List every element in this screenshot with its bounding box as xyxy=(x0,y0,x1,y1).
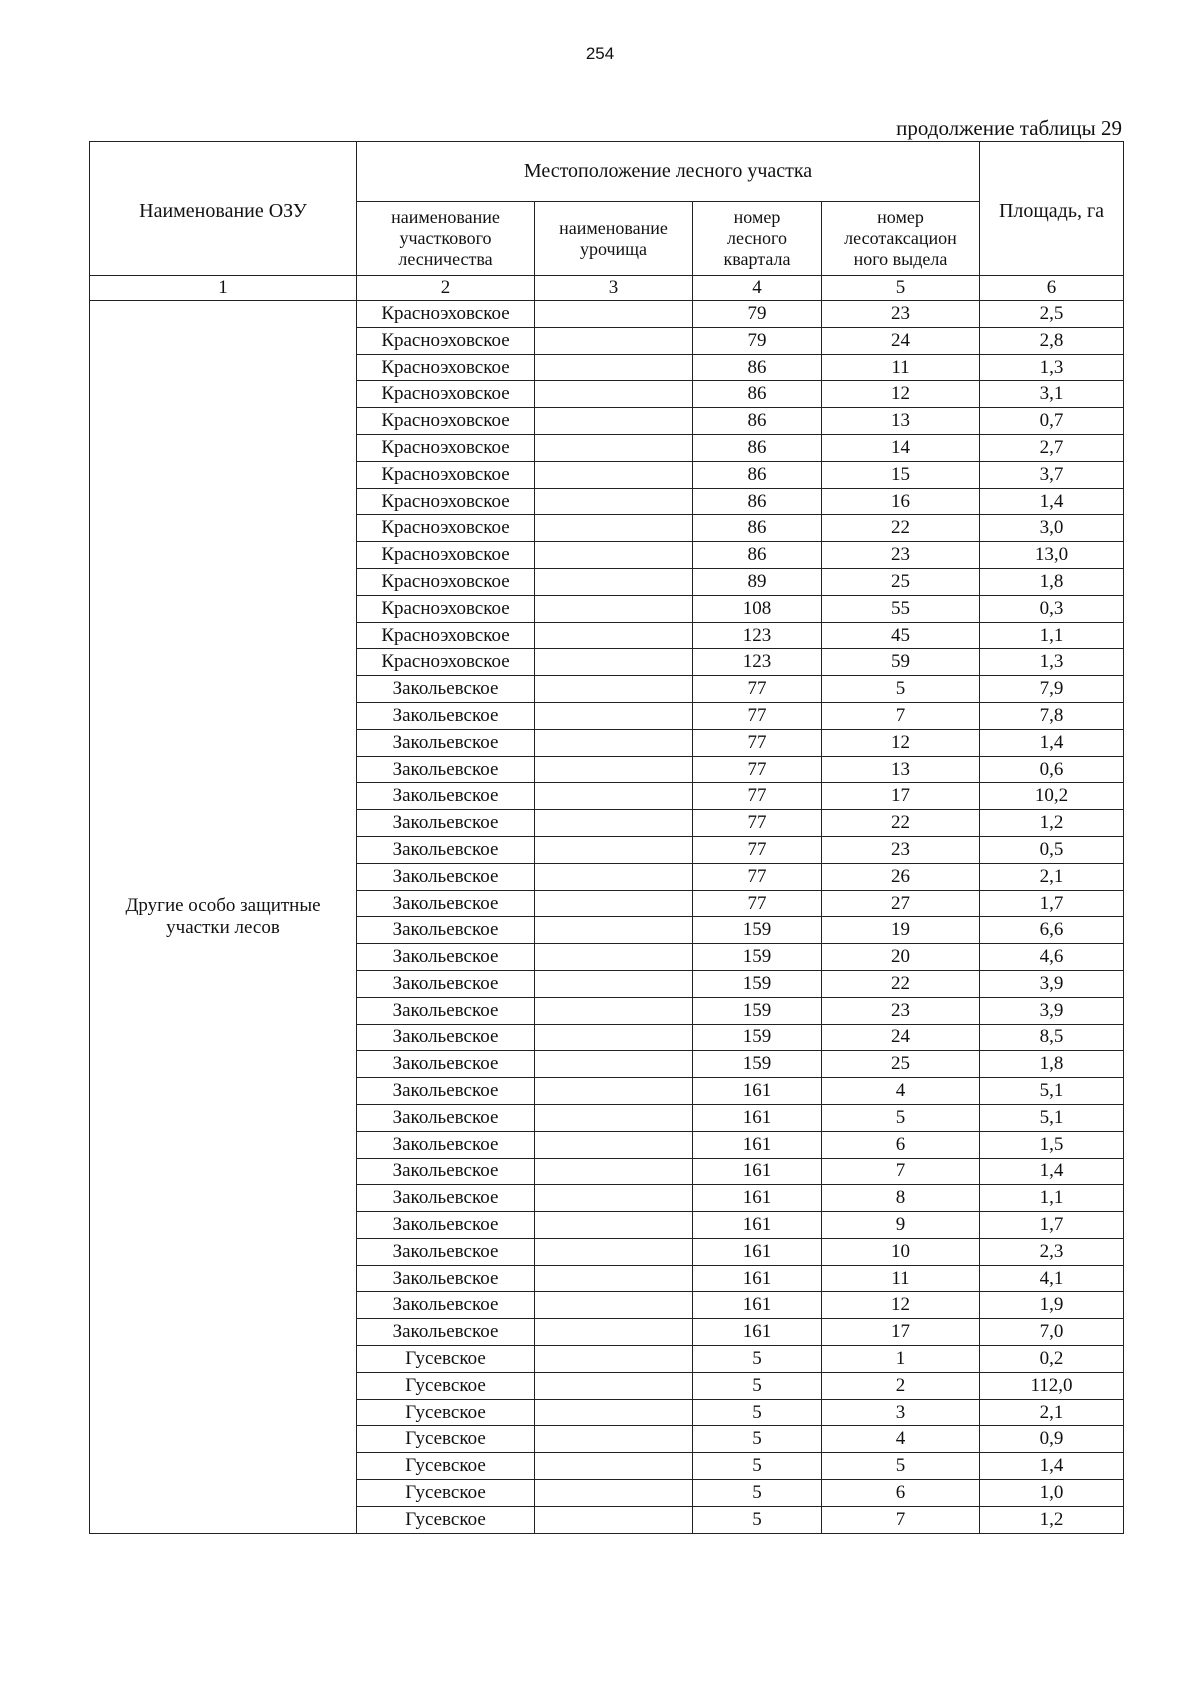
plot-cell: 24 xyxy=(822,327,980,354)
tract-cell xyxy=(535,970,693,997)
quarter-cell: 159 xyxy=(693,944,822,971)
forestry-cell: Закольевское xyxy=(357,970,535,997)
forestry-cell: Закольевское xyxy=(357,1024,535,1051)
header-ozu-name: Наименование ОЗУ xyxy=(90,142,357,276)
column-number: 6 xyxy=(980,276,1124,301)
quarter-cell: 123 xyxy=(693,649,822,676)
plot-cell: 9 xyxy=(822,1212,980,1239)
plot-cell: 7 xyxy=(822,1506,980,1533)
plot-cell: 1 xyxy=(822,1346,980,1373)
tract-cell xyxy=(535,408,693,435)
quarter-cell: 86 xyxy=(693,488,822,515)
plot-cell: 5 xyxy=(822,1104,980,1131)
quarter-cell: 79 xyxy=(693,327,822,354)
quarter-cell: 5 xyxy=(693,1399,822,1426)
plot-cell: 3 xyxy=(822,1399,980,1426)
area-cell: 1,3 xyxy=(980,649,1124,676)
quarter-cell: 5 xyxy=(693,1453,822,1480)
header-location: Местоположение лесного участка xyxy=(357,142,980,202)
forestry-cell: Закольевское xyxy=(357,1078,535,1105)
quarter-cell: 86 xyxy=(693,408,822,435)
area-cell: 3,0 xyxy=(980,515,1124,542)
column-number: 1 xyxy=(90,276,357,301)
forestry-cell: Закольевское xyxy=(357,702,535,729)
area-cell: 1,7 xyxy=(980,890,1124,917)
plot-cell: 26 xyxy=(822,863,980,890)
header-quarter xyxy=(693,202,822,276)
plot-cell: 10 xyxy=(822,1238,980,1265)
tract-cell xyxy=(535,649,693,676)
tract-cell xyxy=(535,1212,693,1239)
plot-cell: 5 xyxy=(822,1453,980,1480)
plot-cell: 12 xyxy=(822,729,980,756)
quarter-cell: 161 xyxy=(693,1212,822,1239)
quarter-cell: 5 xyxy=(693,1506,822,1533)
quarter-cell: 159 xyxy=(693,970,822,997)
table-continuation-label: продолжение таблицы 29 xyxy=(896,116,1122,140)
area-cell: 10,2 xyxy=(980,783,1124,810)
quarter-cell: 5 xyxy=(693,1426,822,1453)
tract-cell xyxy=(535,488,693,515)
forest-plots-table xyxy=(89,141,1124,1534)
table-row xyxy=(90,301,1124,328)
tract-cell xyxy=(535,1185,693,1212)
tract-cell xyxy=(535,1372,693,1399)
forestry-cell: Закольевское xyxy=(357,1185,535,1212)
forestry-cell: Красноэховское xyxy=(357,381,535,408)
quarter-cell: 77 xyxy=(693,890,822,917)
quarter-cell: 161 xyxy=(693,1185,822,1212)
forestry-cell: Закольевское xyxy=(357,944,535,971)
plot-cell: 20 xyxy=(822,944,980,971)
forestry-cell: Закольевское xyxy=(357,1051,535,1078)
quarter-cell: 161 xyxy=(693,1265,822,1292)
tract-cell xyxy=(535,944,693,971)
area-cell: 1,4 xyxy=(980,729,1124,756)
quarter-cell: 108 xyxy=(693,595,822,622)
plot-cell: 22 xyxy=(822,810,980,837)
plot-cell: 15 xyxy=(822,461,980,488)
header-quarter-line3: квартала xyxy=(723,248,791,269)
header-plot-line3: ного выдела xyxy=(853,248,948,269)
plot-cell: 23 xyxy=(822,836,980,863)
quarter-cell: 77 xyxy=(693,756,822,783)
forestry-cell: Гусевское xyxy=(357,1346,535,1373)
tract-cell xyxy=(535,810,693,837)
area-cell: 1,1 xyxy=(980,622,1124,649)
quarter-cell: 86 xyxy=(693,381,822,408)
forestry-cell: Закольевское xyxy=(357,1238,535,1265)
forestry-cell: Закольевское xyxy=(357,1104,535,1131)
forestry-cell: Закольевское xyxy=(357,783,535,810)
tract-cell xyxy=(535,595,693,622)
tract-cell xyxy=(535,1051,693,1078)
tract-cell xyxy=(535,1238,693,1265)
forestry-cell: Закольевское xyxy=(357,863,535,890)
quarter-cell: 77 xyxy=(693,810,822,837)
plot-cell: 19 xyxy=(822,917,980,944)
forestry-cell: Гусевское xyxy=(357,1372,535,1399)
area-cell: 4,1 xyxy=(980,1265,1124,1292)
area-cell: 3,7 xyxy=(980,461,1124,488)
quarter-cell: 159 xyxy=(693,1024,822,1051)
area-cell: 3,9 xyxy=(980,997,1124,1024)
plot-cell: 7 xyxy=(822,1158,980,1185)
header-forestry-line1: наименование xyxy=(391,207,500,228)
page-number: 254 xyxy=(585,44,615,63)
ozu-category-line2: участки лесов xyxy=(166,916,280,938)
header-plot xyxy=(822,202,980,276)
quarter-cell: 161 xyxy=(693,1292,822,1319)
area-cell: 1,8 xyxy=(980,1051,1124,1078)
forestry-cell: Красноэховское xyxy=(357,568,535,595)
quarter-cell: 5 xyxy=(693,1480,822,1507)
plot-cell: 8 xyxy=(822,1185,980,1212)
plot-cell: 16 xyxy=(822,488,980,515)
forestry-cell: Закольевское xyxy=(357,890,535,917)
table-body xyxy=(90,301,1124,1534)
quarter-cell: 89 xyxy=(693,568,822,595)
forestry-cell: Красноэховское xyxy=(357,354,535,381)
header-plot-line1: номер xyxy=(877,207,924,228)
plot-cell: 22 xyxy=(822,970,980,997)
forestry-cell: Закольевское xyxy=(357,917,535,944)
area-cell: 2,7 xyxy=(980,434,1124,461)
header-area: Площадь, га xyxy=(980,142,1124,276)
forestry-cell: Закольевское xyxy=(357,1319,535,1346)
quarter-cell: 77 xyxy=(693,836,822,863)
tract-cell xyxy=(535,1319,693,1346)
tract-cell xyxy=(535,783,693,810)
forestry-cell: Закольевское xyxy=(357,676,535,703)
forestry-cell: Красноэховское xyxy=(357,301,535,328)
forestry-cell: Закольевское xyxy=(357,1158,535,1185)
area-cell: 2,1 xyxy=(980,863,1124,890)
forestry-cell: Закольевское xyxy=(357,1265,535,1292)
area-cell: 1,7 xyxy=(980,1212,1124,1239)
quarter-cell: 77 xyxy=(693,676,822,703)
plot-cell: 17 xyxy=(822,783,980,810)
plot-cell: 6 xyxy=(822,1480,980,1507)
quarter-cell: 159 xyxy=(693,997,822,1024)
area-cell: 1,9 xyxy=(980,1292,1124,1319)
area-cell: 1,1 xyxy=(980,1185,1124,1212)
forestry-cell: Гусевское xyxy=(357,1426,535,1453)
tract-cell xyxy=(535,756,693,783)
forestry-cell: Гусевское xyxy=(357,1480,535,1507)
forestry-cell: Красноэховское xyxy=(357,434,535,461)
header-quarter-line2: лесного xyxy=(727,228,787,249)
tract-cell xyxy=(535,515,693,542)
plot-cell: 59 xyxy=(822,649,980,676)
column-number: 3 xyxy=(535,276,693,301)
plot-cell: 12 xyxy=(822,1292,980,1319)
area-cell: 112,0 xyxy=(980,1372,1124,1399)
quarter-cell: 161 xyxy=(693,1078,822,1105)
tract-cell xyxy=(535,1292,693,1319)
forestry-cell: Закольевское xyxy=(357,810,535,837)
plot-cell: 17 xyxy=(822,1319,980,1346)
area-cell: 1,4 xyxy=(980,488,1124,515)
plot-cell: 4 xyxy=(822,1078,980,1105)
tract-cell xyxy=(535,1104,693,1131)
quarter-cell: 86 xyxy=(693,354,822,381)
tract-cell xyxy=(535,917,693,944)
tract-cell xyxy=(535,381,693,408)
area-cell: 1,2 xyxy=(980,1506,1124,1533)
forestry-cell: Красноэховское xyxy=(357,622,535,649)
quarter-cell: 77 xyxy=(693,702,822,729)
area-cell: 1,4 xyxy=(980,1158,1124,1185)
area-cell: 1,3 xyxy=(980,354,1124,381)
quarter-cell: 161 xyxy=(693,1238,822,1265)
quarter-cell: 5 xyxy=(693,1346,822,1373)
column-number: 5 xyxy=(822,276,980,301)
area-cell: 8,5 xyxy=(980,1024,1124,1051)
plot-cell: 12 xyxy=(822,381,980,408)
tract-cell xyxy=(535,1346,693,1373)
tract-cell xyxy=(535,1480,693,1507)
header-tract-line1: наименование xyxy=(559,217,668,238)
area-cell: 7,8 xyxy=(980,702,1124,729)
plot-cell: 7 xyxy=(822,702,980,729)
quarter-cell: 86 xyxy=(693,434,822,461)
plot-cell: 55 xyxy=(822,595,980,622)
tract-cell xyxy=(535,1131,693,1158)
quarter-cell: 77 xyxy=(693,863,822,890)
forestry-cell: Закольевское xyxy=(357,1212,535,1239)
plot-cell: 25 xyxy=(822,1051,980,1078)
area-cell: 0,9 xyxy=(980,1426,1124,1453)
area-cell: 3,9 xyxy=(980,970,1124,997)
tract-cell xyxy=(535,729,693,756)
quarter-cell: 159 xyxy=(693,917,822,944)
forestry-cell: Закольевское xyxy=(357,836,535,863)
tract-cell xyxy=(535,1506,693,1533)
tract-cell xyxy=(535,301,693,328)
area-cell: 5,1 xyxy=(980,1078,1124,1105)
quarter-cell: 123 xyxy=(693,622,822,649)
header-forestry-line3: лесничества xyxy=(398,248,493,269)
tract-cell xyxy=(535,1158,693,1185)
plot-cell: 27 xyxy=(822,890,980,917)
plot-cell: 13 xyxy=(822,408,980,435)
tract-cell xyxy=(535,890,693,917)
ozu-category-cell xyxy=(90,301,357,1534)
area-cell: 2,1 xyxy=(980,1399,1124,1426)
area-cell: 2,8 xyxy=(980,327,1124,354)
plot-cell: 5 xyxy=(822,676,980,703)
area-cell: 5,1 xyxy=(980,1104,1124,1131)
tract-cell xyxy=(535,863,693,890)
forestry-cell: Закольевское xyxy=(357,729,535,756)
plot-cell: 23 xyxy=(822,542,980,569)
tract-cell xyxy=(535,676,693,703)
plot-cell: 14 xyxy=(822,434,980,461)
tract-cell xyxy=(535,327,693,354)
tract-cell xyxy=(535,997,693,1024)
area-cell: 3,1 xyxy=(980,381,1124,408)
forestry-cell: Красноэховское xyxy=(357,461,535,488)
area-cell: 2,5 xyxy=(980,301,1124,328)
area-cell: 2,3 xyxy=(980,1238,1124,1265)
forestry-cell: Гусевское xyxy=(357,1506,535,1533)
header-tract xyxy=(535,202,693,276)
quarter-cell: 86 xyxy=(693,515,822,542)
forestry-cell: Красноэховское xyxy=(357,327,535,354)
forestry-cell: Красноэховское xyxy=(357,649,535,676)
tract-cell xyxy=(535,354,693,381)
column-number-row xyxy=(90,276,1124,301)
header-plot-line2: лесотаксацион xyxy=(844,228,957,249)
area-cell: 0,2 xyxy=(980,1346,1124,1373)
tract-cell xyxy=(535,836,693,863)
plot-cell: 11 xyxy=(822,1265,980,1292)
tract-cell xyxy=(535,568,693,595)
plot-cell: 2 xyxy=(822,1372,980,1399)
quarter-cell: 86 xyxy=(693,542,822,569)
tract-cell xyxy=(535,1453,693,1480)
area-cell: 6,6 xyxy=(980,917,1124,944)
tract-cell xyxy=(535,622,693,649)
column-number: 2 xyxy=(357,276,535,301)
header-forestry-line2: участкового xyxy=(399,228,492,249)
quarter-cell: 5 xyxy=(693,1372,822,1399)
tract-cell xyxy=(535,1265,693,1292)
quarter-cell: 161 xyxy=(693,1104,822,1131)
forestry-cell: Гусевское xyxy=(357,1453,535,1480)
plot-cell: 45 xyxy=(822,622,980,649)
area-cell: 7,0 xyxy=(980,1319,1124,1346)
plot-cell: 22 xyxy=(822,515,980,542)
area-cell: 7,9 xyxy=(980,676,1124,703)
area-cell: 1,4 xyxy=(980,1453,1124,1480)
tract-cell xyxy=(535,1426,693,1453)
area-cell: 1,8 xyxy=(980,568,1124,595)
tract-cell xyxy=(535,1024,693,1051)
forestry-cell: Красноэховское xyxy=(357,515,535,542)
area-cell: 0,3 xyxy=(980,595,1124,622)
plot-cell: 4 xyxy=(822,1426,980,1453)
header-quarter-line1: номер xyxy=(733,207,781,228)
area-cell: 4,6 xyxy=(980,944,1124,971)
quarter-cell: 161 xyxy=(693,1131,822,1158)
forestry-cell: Закольевское xyxy=(357,997,535,1024)
ozu-category-line1: Другие особо защитные xyxy=(125,894,321,916)
plot-cell: 11 xyxy=(822,354,980,381)
tract-cell xyxy=(535,1399,693,1426)
tract-cell xyxy=(535,542,693,569)
forestry-cell: Закольевское xyxy=(357,1292,535,1319)
tract-cell xyxy=(535,461,693,488)
area-cell: 1,0 xyxy=(980,1480,1124,1507)
tract-cell xyxy=(535,434,693,461)
forestry-cell: Красноэховское xyxy=(357,408,535,435)
quarter-cell: 161 xyxy=(693,1319,822,1346)
quarter-cell: 159 xyxy=(693,1051,822,1078)
area-cell: 1,2 xyxy=(980,810,1124,837)
forestry-cell: Гусевское xyxy=(357,1399,535,1426)
plot-cell: 24 xyxy=(822,1024,980,1051)
forestry-cell: Закольевское xyxy=(357,756,535,783)
plot-cell: 23 xyxy=(822,997,980,1024)
tract-cell xyxy=(535,702,693,729)
forestry-cell: Красноэховское xyxy=(357,488,535,515)
tract-cell xyxy=(535,1078,693,1105)
plot-cell: 13 xyxy=(822,756,980,783)
area-cell: 1,5 xyxy=(980,1131,1124,1158)
column-number: 4 xyxy=(693,276,822,301)
forestry-cell: Красноэховское xyxy=(357,542,535,569)
quarter-cell: 77 xyxy=(693,783,822,810)
quarter-cell: 86 xyxy=(693,461,822,488)
quarter-cell: 161 xyxy=(693,1158,822,1185)
quarter-cell: 77 xyxy=(693,729,822,756)
forestry-cell: Закольевское xyxy=(357,1131,535,1158)
header-forestry xyxy=(357,202,535,276)
plot-cell: 6 xyxy=(822,1131,980,1158)
area-cell: 0,6 xyxy=(980,756,1124,783)
area-cell: 0,5 xyxy=(980,836,1124,863)
area-cell: 0,7 xyxy=(980,408,1124,435)
header-tract-line2: урочища xyxy=(579,238,648,259)
plot-cell: 25 xyxy=(822,568,980,595)
plot-cell: 23 xyxy=(822,301,980,328)
forestry-cell: Красноэховское xyxy=(357,595,535,622)
area-cell: 13,0 xyxy=(980,542,1124,569)
quarter-cell: 79 xyxy=(693,301,822,328)
